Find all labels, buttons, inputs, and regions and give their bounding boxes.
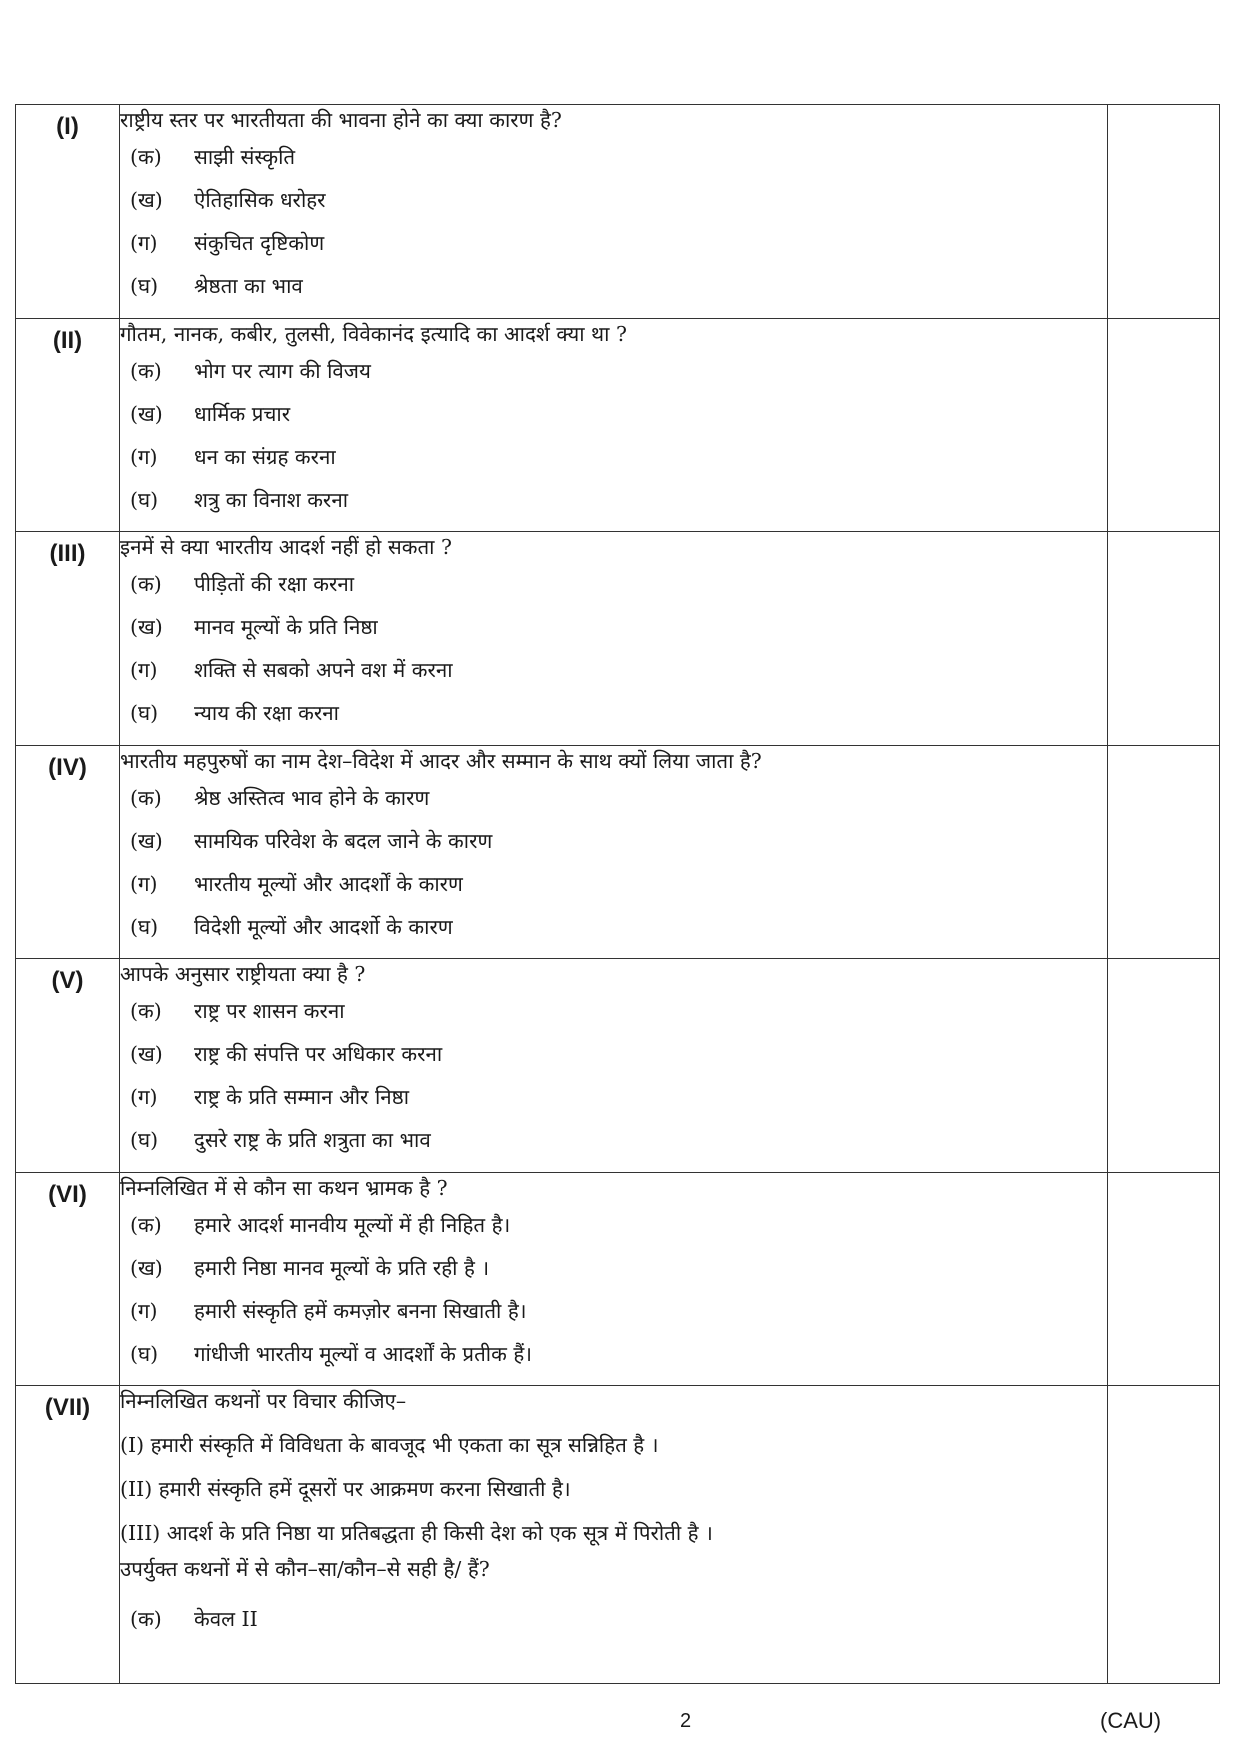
question-number-cell [16,1386,120,1684]
paper-code: (CAU) [1100,1708,1162,1733]
option-gha [120,1125,1107,1155]
option-ka [120,142,1107,172]
question-content [120,745,1108,959]
question-text: निम्नलिखित कथनों पर विचार कीजिए– [120,1389,407,1414]
question-row [16,318,1220,532]
question-text: गौतम, नानक, कबीर, तुलसी, विवेकानंद इत्यादि का आदर्श क्या था ? [120,321,627,346]
question-number-cell [16,745,120,959]
option-label: (क) [130,785,162,810]
option-label: (घ) [130,701,159,726]
question-content [120,532,1108,746]
option-ka [120,1210,1107,1240]
question-text: आपके अनुसार राष्ट्रीयता क्या है ? [120,962,366,987]
question-text: भारतीय महपुरुषों का नाम देश–विदेश में आदर और सम्मान के साथ क्यों लिया जाता है? [120,748,762,773]
question-number: (VII) [44,1394,91,1422]
option-label: (ख) [130,401,163,426]
question-number: (V) [51,967,84,995]
option-label: (घ) [130,1341,159,1366]
option-text: पीड़ितों की रक्षा करना [194,572,355,597]
option-text: हमारी संस्कृति हमें कमज़ोर बनना सिखाती है। [194,1298,527,1323]
question-text: राष्ट्रीय स्तर पर भारतीयता की भावना होने का क्या कारण है? [120,108,562,132]
question-row [16,1386,1220,1684]
option-ga [120,228,1107,258]
option-label: (घ) [130,1128,159,1153]
option-ga [120,442,1107,472]
option-text: भारतीय मूल्यों और आदर्शों के कारण [194,871,463,896]
question-row [16,959,1220,1173]
option-text: राष्ट्र की संपत्ति पर अधिकार करना [194,1042,443,1067]
question-number-cell [16,318,120,532]
question-content [120,105,1108,319]
question-table [15,104,1220,1684]
option-label: (घ) [130,914,159,939]
option-text: केवल II [194,1607,258,1632]
option-label: (ग) [130,871,158,896]
option-text: सामयिक परिवेश के बदल जाने के कारण [194,828,493,853]
option-text: धन का संग्रह करना [194,444,336,469]
question-number: (VI) [48,1180,87,1208]
option-text: विदेशी मूल्यों और आदर्शो के कारण [194,914,453,939]
question-number-cell [16,959,120,1173]
option-text: राष्ट्र के प्रति सम्मान और निष्ठा [194,1085,410,1110]
marks-cell [1108,959,1220,1173]
option-ka [120,569,1107,599]
option-text: गांधीजी भारतीय मूल्यों व आदर्शों के प्रतीक हैं। [194,1341,533,1366]
option-ga [120,1082,1107,1112]
marks-cell [1108,318,1220,532]
question-number-cell [16,532,120,746]
marks-cell [1108,532,1220,746]
option-text: न्याय की रक्षा करना [194,701,339,726]
question-number-cell [16,105,120,319]
question-text: इनमें से क्या भारतीय आदर्श नहीं हो सकता ? [120,535,452,560]
question-content [120,959,1108,1173]
option-text: संकुचित दृष्टिकोण [194,231,325,255]
question-prompt: उपर्युक्त कथनों में से कौन–सा/कौन–से सही है/ हैं? [120,1557,490,1582]
statement: (II) हमारी संस्कृति हमें दूसरों पर आक्रमण करना सिखाती है। [120,1477,571,1502]
question-row [16,105,1220,319]
option-ka [120,1604,1107,1634]
option-kha [120,185,1107,215]
option-label: (ख) [130,828,163,853]
marks-cell [1108,1172,1220,1386]
option-label: (क) [130,145,162,169]
page-number: 2 [680,1710,692,1732]
question-content [120,1386,1108,1684]
option-gha [120,1339,1107,1369]
question-row [16,532,1220,746]
option-label: (क) [130,572,162,597]
question-text: निम्नलिखित में से कौन सा कथन भ्रामक है ? [120,1175,448,1200]
option-text: श्रेष्ठ अस्तित्व भाव होने के कारण [194,785,430,810]
option-ka [120,783,1107,813]
option-label: (ग) [130,658,158,683]
option-kha [120,399,1107,429]
option-ka [120,996,1107,1026]
option-ka [120,356,1107,386]
option-text: शत्रु का विनाश करना [194,487,349,512]
option-label: (ख) [130,1255,163,1280]
option-gha [120,485,1107,515]
question-row [16,1172,1220,1386]
option-text: राष्ट्र पर शासन करना [194,999,345,1024]
statement: (III) आदर्श के प्रति निष्ठा या प्रतिबद्धता ही किसी देश को एक सूत्र में पिरोती है । [120,1521,713,1546]
option-gha [120,271,1107,301]
option-label: (क) [130,1212,162,1237]
option-label: (ग) [130,444,158,469]
option-label: (ख) [130,188,163,212]
option-text: ऐतिहासिक धरोहर [194,188,326,212]
marks-cell [1108,105,1220,319]
option-text: श्रेष्ठता का भाव [194,274,303,298]
marks-cell [1108,1386,1220,1684]
question-number: (IV) [48,753,87,781]
option-label: (ग) [130,1298,158,1323]
marks-cell [1108,745,1220,959]
option-kha [120,1039,1107,1069]
option-ga [120,1296,1107,1326]
option-label: (ख) [130,615,163,640]
option-ga [120,869,1107,899]
option-text: साझी संस्कृति [194,145,296,169]
option-gha [120,912,1107,942]
question-content [120,318,1108,532]
option-kha [120,612,1107,642]
option-ga [120,655,1107,685]
option-label: (क) [130,1607,162,1632]
option-label: (ग) [130,1085,158,1110]
option-text: हमारी निष्ठा मानव मूल्यों के प्रति रही है । [194,1255,490,1280]
option-label: (ग) [130,231,158,255]
question-number: (III) [49,540,86,568]
option-kha [120,826,1107,856]
option-label: (घ) [130,487,159,512]
question-row [16,745,1220,959]
option-text: मानव मूल्यों के प्रति निष्ठा [194,615,378,640]
option-label: (क) [130,999,162,1024]
option-label: (घ) [130,274,159,298]
option-text: हमारे आदर्श मानवीय मूल्यों में ही निहित है। [194,1212,511,1237]
question-number: (I) [56,113,79,140]
question-number-cell [16,1172,120,1386]
option-text: शक्ति से सबको अपने वश में करना [194,658,453,683]
option-text: धार्मिक प्रचार [194,401,291,426]
option-kha [120,1253,1107,1283]
question-content [120,1172,1108,1386]
question-number: (II) [52,326,83,354]
option-gha [120,698,1107,728]
option-label: (ख) [130,1042,163,1067]
option-text: भोग पर त्याग की विजय [194,358,371,383]
option-text: दुसरे राष्ट्र के प्रति शत्रुता का भाव [194,1128,431,1153]
option-label: (क) [130,358,162,383]
statement: (I) हमारी संस्कृति में विविधता के बावजूद भी एकता का सूत्र सन्निहित है । [120,1433,659,1458]
